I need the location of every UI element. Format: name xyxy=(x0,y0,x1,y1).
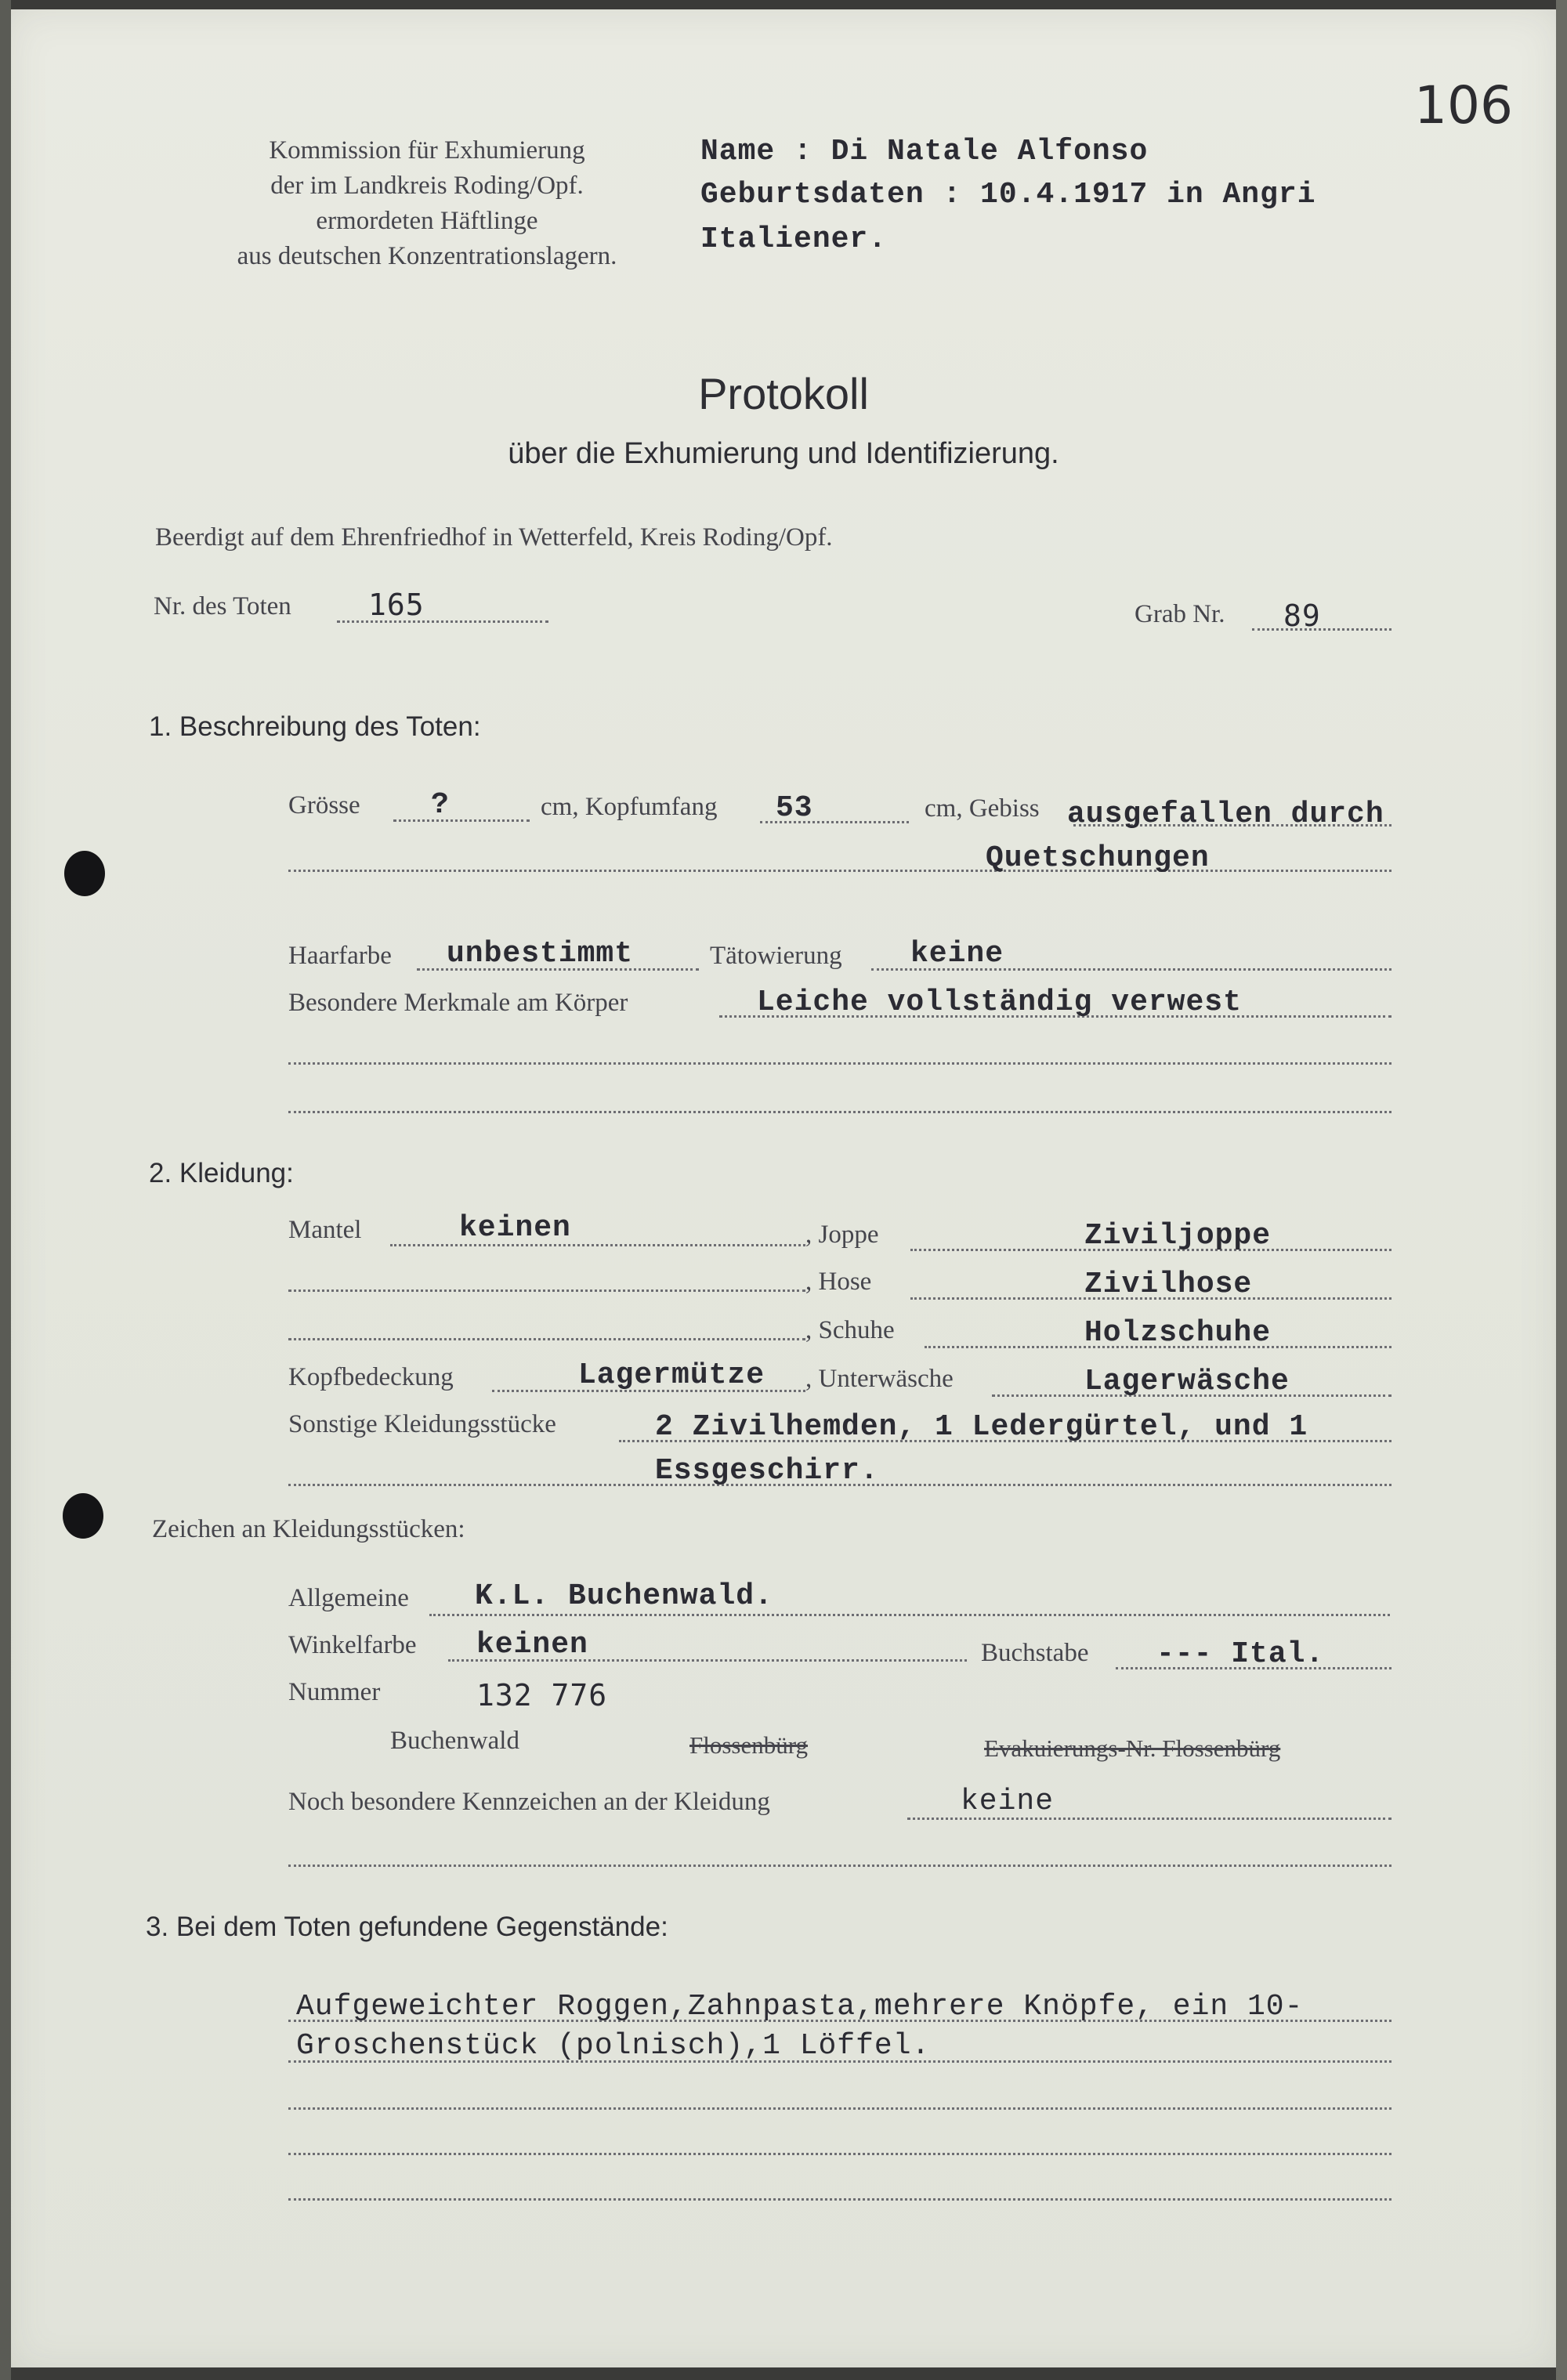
trousers-value: Zivilhose xyxy=(1084,1268,1253,1301)
scan-edge-right xyxy=(1556,0,1567,2380)
cm-head-label: cm, Kopfumfang xyxy=(541,793,718,821)
punch-hole-bottom xyxy=(63,1493,103,1539)
marks-value: Leiche vollständig verwest xyxy=(757,986,1242,1019)
other-clothing-label: Sonstige Kleidungsstücke xyxy=(288,1410,556,1438)
head-value: 53 xyxy=(776,791,813,825)
other-marks-line-2 xyxy=(288,1865,1391,1867)
camp-flossenbuerg: Flossenbürg xyxy=(689,1731,809,1759)
person-birth: Geburtsdaten : 10.4.1917 in Angri xyxy=(700,178,1316,212)
tattoo-label: Tätowierung xyxy=(710,942,842,970)
coat-line xyxy=(390,1244,805,1246)
other-marks-label: Noch besondere Kennzeichen an der Kleidung xyxy=(288,1788,770,1816)
shoes-value: Holzschuhe xyxy=(1084,1316,1272,1350)
underwear-label: , Unterwäsche xyxy=(805,1365,954,1393)
coat-label: Mantel xyxy=(288,1216,362,1244)
headwear-value: Lagermütze xyxy=(578,1358,765,1392)
underwear-value: Lagerwäsche xyxy=(1084,1365,1290,1398)
letter-value: --- Ital. xyxy=(1156,1637,1325,1671)
general-value: K.L. Buchenwald. xyxy=(475,1579,773,1613)
commission-line-1: Kommission für Exhumierung xyxy=(269,136,585,165)
commission-line-2: der im Landkreis Roding/Opf. xyxy=(270,172,584,200)
items-line-4 xyxy=(288,2153,1391,2155)
grave-no-value: 89 xyxy=(1283,599,1321,633)
teeth-line-2 xyxy=(288,870,1391,872)
jacket-value: Ziviljoppe xyxy=(1084,1219,1272,1253)
jacket-label: , Joppe xyxy=(805,1221,879,1249)
person-nationality: Italiener. xyxy=(700,222,888,256)
number-value: 132 776 xyxy=(476,1678,608,1713)
items-line-5 xyxy=(288,2198,1391,2201)
trousers-label: , Hose xyxy=(805,1268,872,1296)
commission-line-4: aus deutschen Konzentrationslagern. xyxy=(237,242,617,270)
tattoo-value: keine xyxy=(910,937,1004,971)
marks-heading: Zeichen an Kleidungsstücken: xyxy=(152,1515,465,1543)
other-clothing-value-2: Essgeschirr. xyxy=(655,1454,879,1488)
coat-value: keinen xyxy=(459,1211,571,1245)
items-line-3 xyxy=(288,2107,1391,2110)
other-marks-value: keine xyxy=(961,1785,1055,1818)
scan-edge-bottom xyxy=(0,2367,1567,2380)
trousers-left-line xyxy=(288,1289,805,1292)
items-value-1: Aufgeweichter Roggen,Zahnpasta,mehrere Knöpfe, ein 10- xyxy=(296,1990,1304,2024)
grave-no-label: Grab Nr. xyxy=(1135,600,1225,628)
commission-line-3: ermordeten Häftlinge xyxy=(316,207,538,235)
other-clothing-value-1: 2 Zivilhemden, 1 Ledergürtel, und 1 xyxy=(655,1410,1308,1444)
cm-teeth-label: cm, Gebiss xyxy=(925,794,1040,823)
hair-value: unbestimmt xyxy=(447,937,634,971)
punch-hole-top xyxy=(64,851,105,896)
section1-heading: 1. Beschreibung des Toten: xyxy=(149,711,481,742)
items-value-2: Groschenstück (polnisch),1 Löffel. xyxy=(296,2029,931,2063)
general-label: Allgemeine xyxy=(288,1584,409,1612)
teeth-value-1: ausgefallen durch xyxy=(1067,798,1384,831)
page-subtitle: über die Exhumierung und Identifizierung. xyxy=(508,437,1059,470)
shoes-label: , Schuhe xyxy=(805,1316,895,1344)
triangle-value: keinen xyxy=(476,1628,588,1662)
teeth-value-2: Quetschungen xyxy=(986,841,1210,875)
dead-no-label: Nr. des Toten xyxy=(154,592,291,620)
commission-header xyxy=(180,133,674,274)
headwear-label: Kopfbedeckung xyxy=(288,1363,454,1391)
section2-heading: 2. Kleidung: xyxy=(149,1158,294,1188)
person-name: Name : Di Natale Alfonso xyxy=(700,135,1149,168)
marks-label: Besondere Merkmale am Körper xyxy=(288,989,628,1017)
height-line xyxy=(393,819,530,822)
general-line xyxy=(429,1614,1390,1616)
camp-buchenwald: Buchenwald xyxy=(390,1727,519,1755)
camp-evacuation-no: Evakuierungs-Nr. Flossenbürg xyxy=(984,1734,1281,1762)
burial-line: Beerdigt auf dem Ehrenfriedhof in Wetterfeld, Kreis Roding/Opf. xyxy=(155,523,833,552)
marks-line-3 xyxy=(288,1111,1391,1113)
number-label: Nummer xyxy=(288,1678,381,1706)
hair-label: Haarfarbe xyxy=(288,942,392,970)
page-number: 106 xyxy=(1414,75,1513,136)
letter-label: Buchstabe xyxy=(981,1639,1089,1667)
section3-heading: 3. Bei dem Toten gefundene Gegenstände: xyxy=(146,1912,668,1942)
dead-no-value: 165 xyxy=(368,588,425,622)
scan-edge-left xyxy=(0,0,11,2380)
height-value: ? xyxy=(431,788,450,822)
grave-no-line xyxy=(1252,628,1391,631)
shoes-left-line xyxy=(288,1338,805,1340)
scan-edge-top xyxy=(0,0,1567,9)
triangle-label: Winkelfarbe xyxy=(288,1631,417,1659)
marks-line-2 xyxy=(288,1062,1391,1065)
height-label: Grösse xyxy=(288,791,360,819)
page-title: Protokoll xyxy=(698,369,869,418)
